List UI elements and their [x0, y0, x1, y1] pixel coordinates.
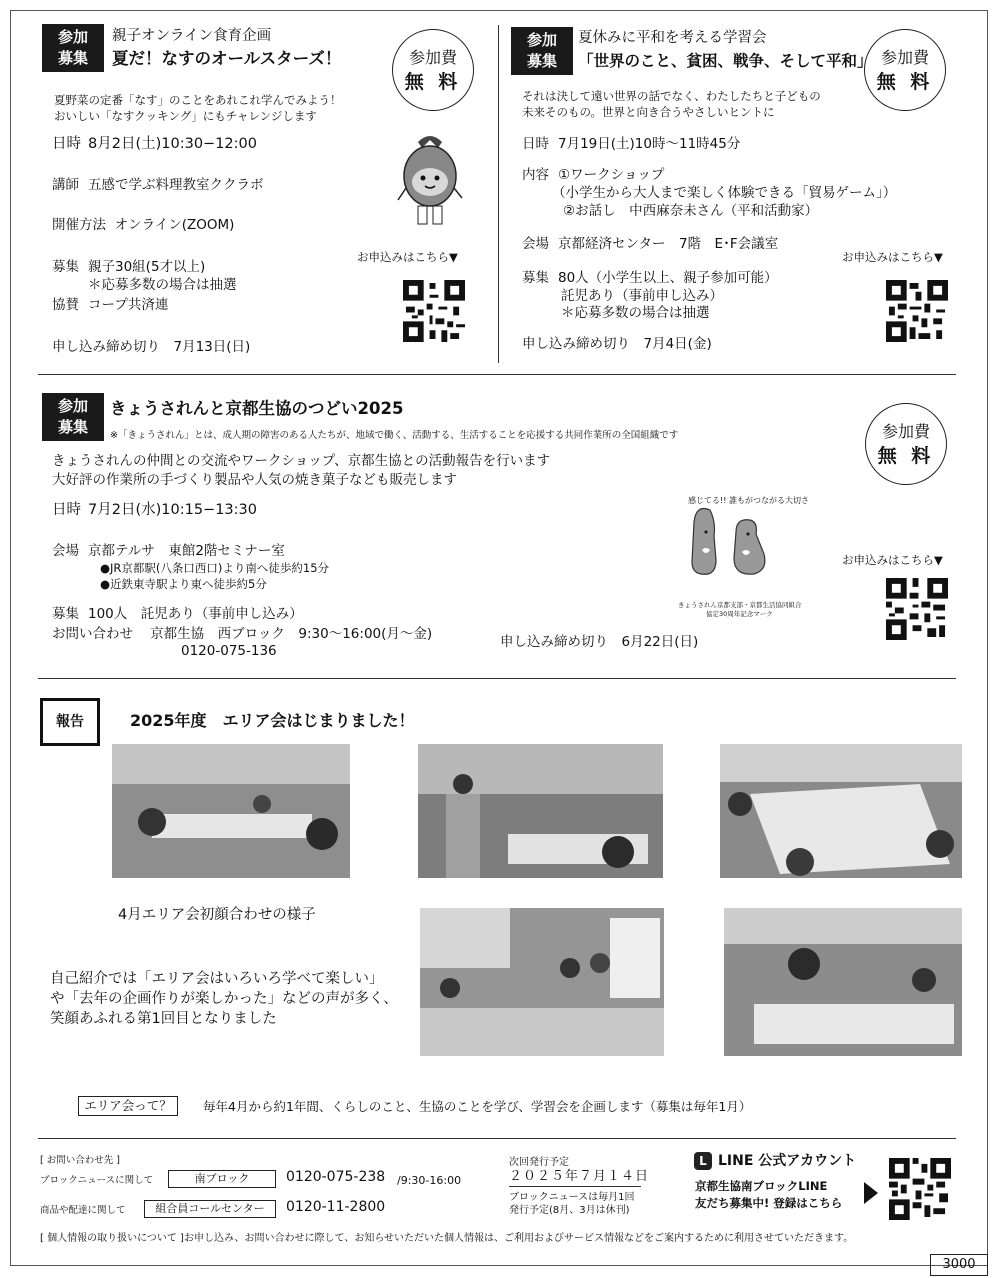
event1-title: 夏だ！なすのオールスターズ！ — [112, 49, 342, 68]
privacy-notice: [ 個人情報の取り扱いについて ]お申し込み、お問い合わせに際して、お知らせいただいた個人情報は、ご利用およびサービス情報などをご案内するために利用させていただきます。 — [40, 1233, 854, 1244]
footer-row1-label: ブロックニュースに関して — [40, 1175, 154, 1186]
report-text-3: 笑顔あふれる第1回目となりました — [50, 1011, 277, 1027]
line-account-title: LINE 公式アカウント — [718, 1153, 857, 1169]
event3-deadline: 申し込み締め切り 6月22日(日) — [500, 634, 699, 650]
report-text-2: や「去年の企画作りが楽しかった」などの声が多く、 — [50, 991, 398, 1007]
event3-date: 日時 7月2日(水)10:15−13:30 — [52, 502, 257, 518]
event2-childcare: 託児あり（事前申し込み） — [561, 288, 723, 304]
event2-date: 日時 7月19日(土)10時〜11時45分 — [522, 136, 741, 152]
event3-access-1: ●JR京都駅(八条口西口)より南へ徒歩約15分 — [100, 561, 330, 575]
footer-row2-box: 組合員コールセンター — [144, 1200, 276, 1218]
event2-intro-2: 未来そのもの。世界と向き合うやさしいヒントに — [522, 105, 775, 119]
area-label: エリア会って？ — [78, 1096, 178, 1116]
next-issue-label: 次回発行予定 — [509, 1157, 569, 1168]
logo-caption-bottom-1: きょうされん京都支部・京都生活協同組合 — [678, 601, 802, 609]
next-issue-note-1: ブロックニュースは毎月1回 — [509, 1192, 635, 1203]
photo-meeting-5 — [724, 908, 962, 1056]
event3-contact: お問い合わせ 京都生協 西ブロック 9:30〜16:00(月〜金) — [52, 626, 433, 642]
event2-apply-label: お申込みはこちら▼ — [842, 250, 943, 264]
event3-qr-code[interactable] — [886, 578, 948, 640]
event1-sponsor: 協賛 コープ共済連 — [52, 297, 169, 313]
event3-title: きょうされんと京都生協のつどい2025 — [110, 399, 404, 418]
event1-date: 日時 8月2日(土)10:30−12:00 — [52, 136, 257, 152]
anniversary-logo-illustration — [672, 496, 792, 584]
event2-badge: 参加 募集 — [511, 27, 573, 75]
next-issue-note-2: 発行予定(8月、3月は休刊) — [509, 1205, 630, 1216]
section-divider-3 — [38, 1138, 956, 1139]
next-issue-date: ２０２５年７月１４日 — [509, 1169, 650, 1184]
footer-row2-label: 商品や配達に関して — [40, 1205, 126, 1216]
event1-intro-2: おいしい「なすクッキング」にもチャレンジします — [54, 109, 317, 123]
event2-recruit-note: ＊応募多数の場合は抽選 — [561, 305, 710, 321]
event3-intro-2: 大好評の作業所の手づくり製品や人気の焼き菓子なども販売します — [52, 472, 457, 488]
footer-contact-head: [ お問い合わせ先 ] — [40, 1155, 120, 1166]
event2-content-detail: （小学生から大人まで楽しく体験できる「貿易ゲーム」） — [552, 185, 897, 201]
footer-row1-box: 南ブロック — [168, 1170, 276, 1188]
event2-deadline: 申し込み締め切り 7月4日(金) — [522, 336, 712, 352]
event3-access-2: ●近鉄東寺駅より東へ徒歩約5分 — [100, 577, 267, 591]
area-text: 毎年4月から約1年間、くらしのこと、生協のことを学び、学習会を企画します（募集は毎年1月） — [203, 1099, 752, 1114]
event1-subtitle: 親子オンライン食育企画 — [112, 28, 272, 44]
event3-apply-label: お申込みはこちら▼ — [842, 553, 943, 567]
event1-teacher: 講師 五感で学ぶ料理教室ククラボ — [52, 177, 264, 193]
event2-intro-1: それは決して遠い世界の話でなく、わたしたちと子どもの — [522, 89, 821, 103]
event3-badge: 参加 募集 — [42, 393, 104, 441]
event3-fee-badge: 参加費 無 料 — [865, 403, 947, 485]
line-logo-icon: L — [694, 1152, 712, 1170]
footer-row2-phone: 0120-11-2800 — [286, 1199, 386, 1215]
event1-apply-label: お申込みはこちら▼ — [357, 250, 458, 264]
event1-badge: 参加 募集 — [42, 24, 104, 72]
section-divider-1 — [38, 374, 956, 375]
eggplant-mascot-illustration — [394, 128, 466, 232]
event3-intro-1: きょうされんの仲間との交流やワークショップ、京都生協との活動報告を行います — [52, 453, 551, 469]
event2-subtitle: 夏休みに平和を考える学習会 — [578, 30, 767, 46]
footer-row1-phone: 0120-075-238 — [286, 1169, 386, 1185]
photo-meeting-2 — [418, 744, 663, 878]
next-issue-underline — [509, 1186, 641, 1187]
event1-recruit-note: ＊応募多数の場合は抽選 — [88, 277, 237, 293]
event1-intro-1: 夏野菜の定番「なす」のことをあれこれ学んでみよう！ — [54, 93, 342, 107]
event2-fee-badge: 参加費 無 料 — [864, 29, 946, 111]
event1-fee-badge: 参加費 無 料 — [392, 29, 474, 111]
section-divider-2 — [38, 678, 956, 679]
arrow-right-icon — [864, 1182, 878, 1204]
report-caption: 4月エリア会初顔合わせの様子 — [118, 907, 316, 923]
line-account-sub-1: 京都生協南ブロックLINE — [695, 1179, 828, 1193]
event2-title: 「世界のこと、貧困、戦争、そして平和」 — [578, 52, 873, 70]
event2-content: 内容 ①ワークショップ — [522, 167, 665, 183]
page-number: 3000 — [930, 1254, 988, 1276]
event1-deadline: 申し込み締め切り 7月13日(日) — [52, 339, 251, 355]
footer-row1-hours: /9:30-16:00 — [397, 1174, 462, 1187]
logo-caption-top: 感じてる!! 誰もがつながる大切さ — [688, 496, 809, 505]
event2-content-talk: ②お話し 中西麻奈未さん（平和活動家） — [563, 203, 819, 219]
event2-venue: 会場 京都経済センター 7階 E･F会議室 — [522, 236, 779, 252]
event3-phone: 0120-075-136 — [181, 643, 277, 659]
line-qr-code[interactable] — [889, 1158, 951, 1220]
report-title: 2025年度 エリア会はじまりました！ — [130, 711, 415, 730]
photo-meeting-4 — [420, 908, 664, 1056]
report-label: 報告 — [40, 698, 100, 746]
event3-recruit: 募集 100人 託児あり（事前申し込み） — [52, 606, 303, 622]
event3-note: ※「きょうされん」とは、成人期の障害のある人たちが、地域で働く、活動する、生活することを応援する共同作業所の全国組織です — [110, 430, 679, 441]
event1-qr-code[interactable] — [403, 280, 465, 342]
event2-recruit: 募集 80人（小学生以上、親子参加可能） — [522, 270, 778, 286]
report-text-1: 自己紹介では「エリア会はいろいろ学べて楽しい」 — [50, 971, 384, 987]
line-account-sub-2: 友だち募集中! 登録はこちら — [695, 1196, 843, 1210]
photo-meeting-1 — [112, 744, 350, 878]
event3-venue: 会場 京都テルサ 東館2階セミナー室 — [52, 543, 285, 559]
logo-caption-bottom-2: 協定30周年記念マーク — [706, 610, 773, 618]
event1-recruit: 募集 親子30組(5才以上) — [52, 259, 206, 275]
event1-method: 開催方法 オンライン(ZOOM) — [52, 217, 235, 233]
photo-meeting-3 — [720, 744, 962, 878]
event2-qr-code[interactable] — [886, 280, 948, 342]
column-divider — [498, 25, 499, 363]
